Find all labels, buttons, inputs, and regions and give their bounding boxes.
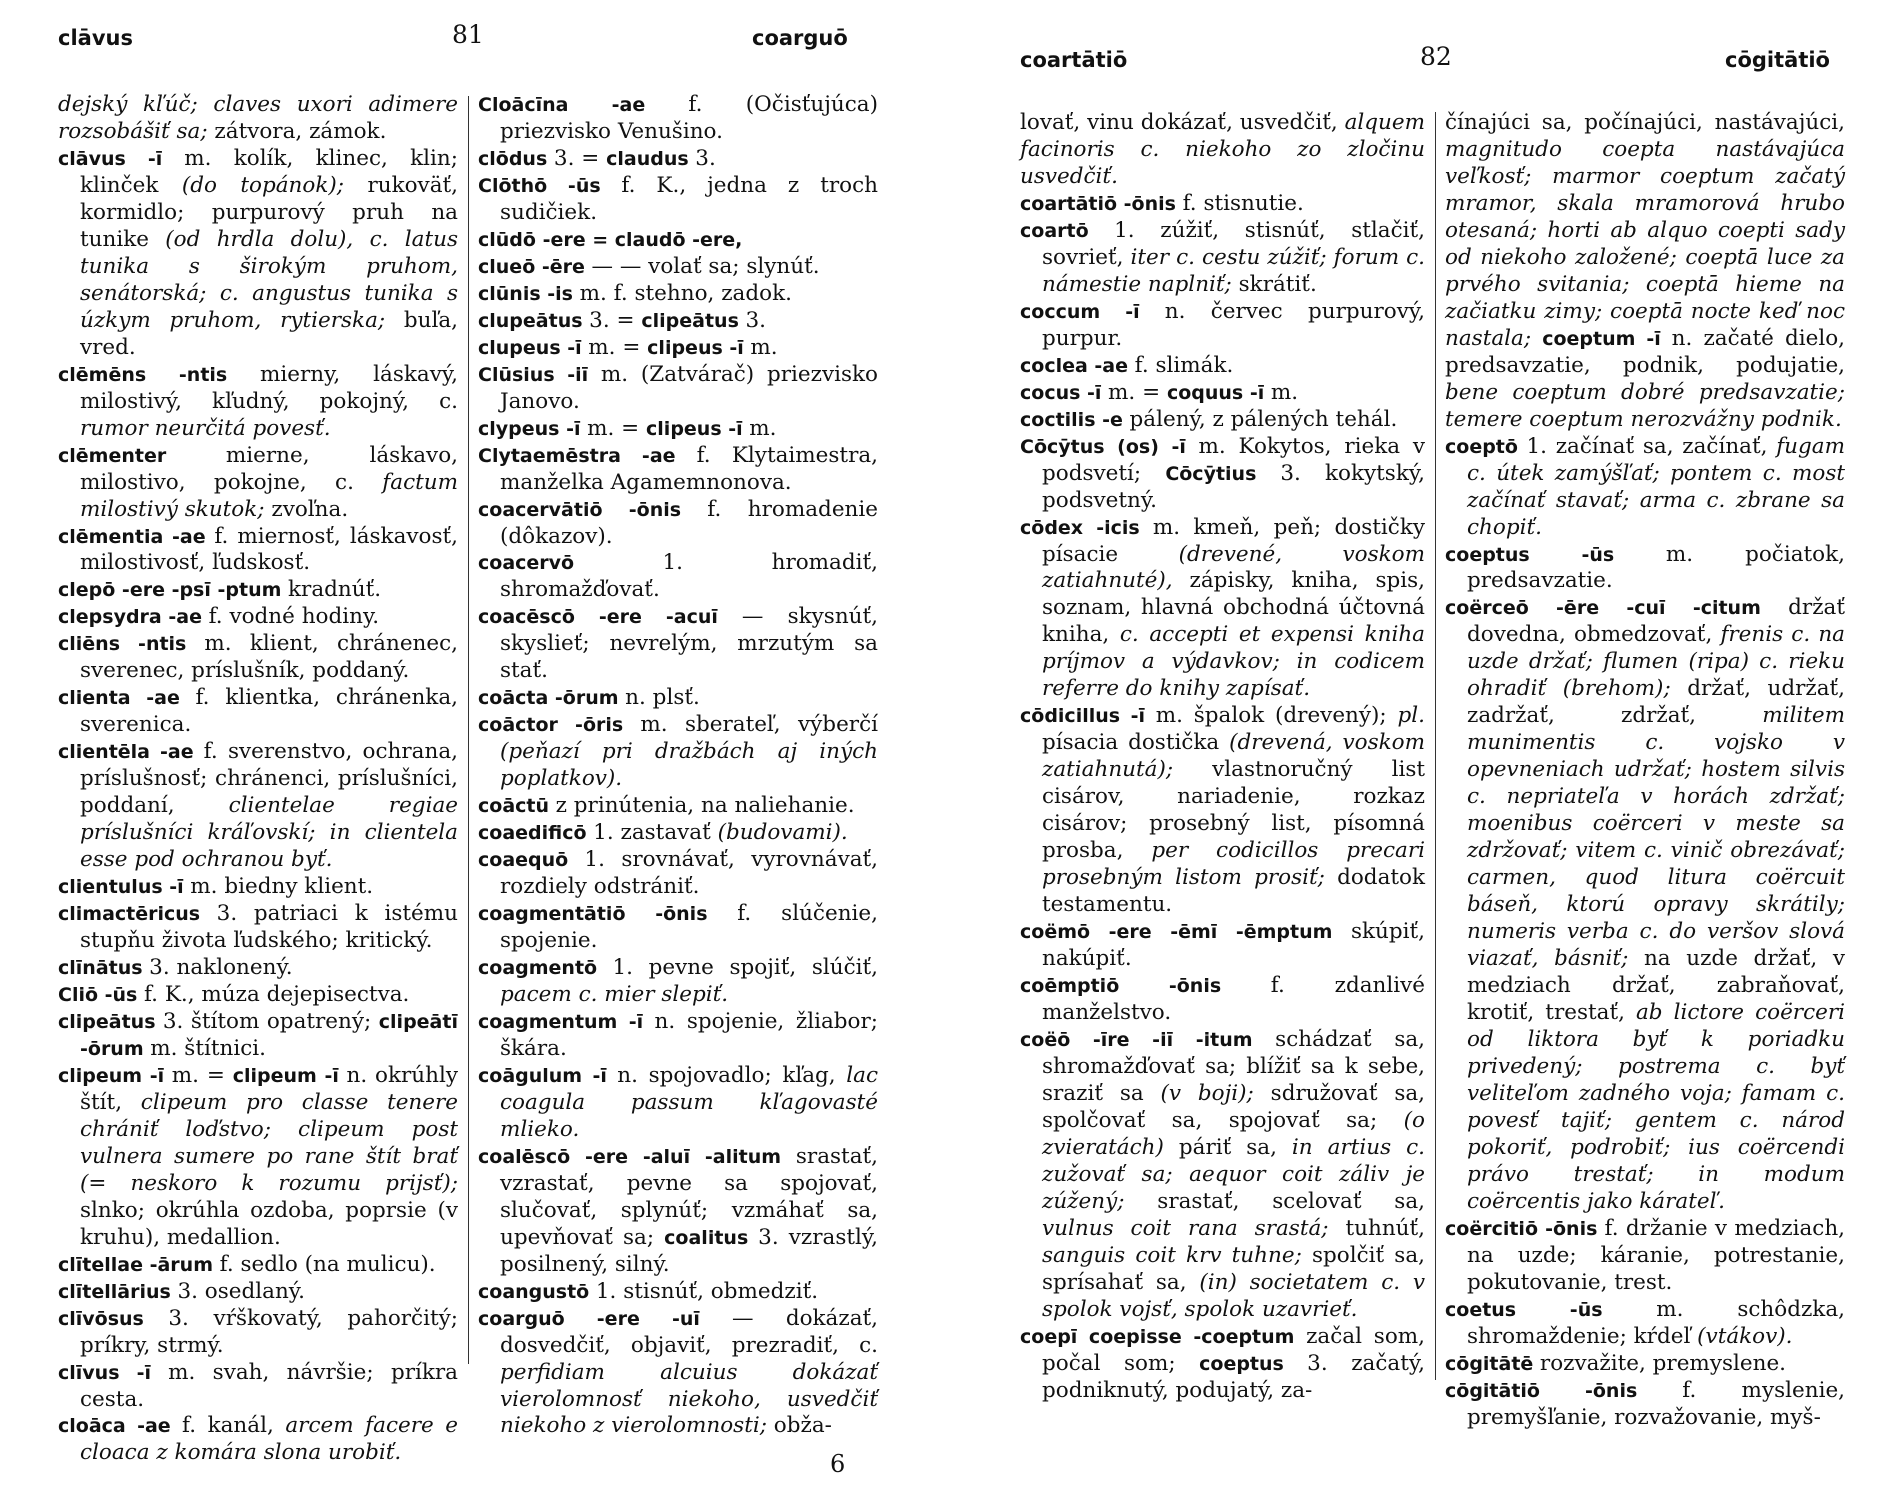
- entry-definition: f. slúčenie, spojenie.: [500, 901, 878, 954]
- entry-definition: držať dovedna, obmedzovať,: [1467, 595, 1845, 648]
- entry-definition: m. svah, návršie; príkra cesta.: [80, 1359, 458, 1412]
- entry-definition: čínajúci sa, počínajúci, nastávajúci,: [1445, 110, 1845, 135]
- entry-headword: climactēricus: [58, 903, 217, 926]
- entry-definition: m. Kokytos, rieka v podsvetí;: [1042, 433, 1425, 486]
- entry-definition: zápisky, kniha, spis, soznam, hlavná obchodná účtovná kniha,: [1042, 568, 1425, 648]
- entry-headword: coartātiō -ōnis: [1020, 192, 1183, 215]
- entry-definition: držať, udržať, zadržať, zdržať,: [1467, 676, 1845, 729]
- entry-headword: coepī coepisse -coeptum: [1020, 1325, 1307, 1348]
- dictionary-entry: [478, 281, 878, 308]
- entry-headword: clīnātus: [58, 957, 150, 979]
- dictionary-entry: [1020, 353, 1425, 380]
- dictionary-entry: [1020, 919, 1425, 973]
- entry-example: rumor neurčitá povesť.: [80, 415, 331, 441]
- entry-headword: coëmō -ere -ēmī -ēmptum: [1020, 921, 1351, 944]
- entry-headword: coacēscō -ere -acuī: [478, 606, 742, 629]
- entry-definition: 1. zastavať: [593, 820, 718, 846]
- entry-headword: coagmentātiō -ōnis: [478, 903, 738, 926]
- entry-definition: pálený, z pálených tehál.: [1129, 406, 1398, 432]
- dictionary-entry: [58, 901, 458, 955]
- dictionary-entry: [478, 1279, 878, 1306]
- dictionary-entry: [58, 1009, 458, 1063]
- dictionary-entry: [1020, 218, 1425, 299]
- dictionary-entry: [478, 1144, 878, 1279]
- dictionary-entry: [58, 1306, 458, 1360]
- dictionary-entry: [1445, 1297, 1845, 1351]
- entry-headword: claudus: [606, 147, 696, 170]
- entry-example: ab lictore coërceri od liktora byť k poriadku privedený; postrema c. byť veliteľom zadného voja; famam c. povesť tajiť; gentem c. národ pokoriť, podrobiť; ius coërcendi právo trestať; in modum coërcentis jako kárateľ.: [1467, 999, 1845, 1214]
- entry-definition: — dokázať, dosvedčiť, objaviť, prezradiť, c.: [500, 1305, 878, 1358]
- entry-example: factum milostivý skutok;: [80, 469, 458, 522]
- entry-definition: f. (Očisťujúca) priezvisko Venušino.: [500, 92, 878, 144]
- entry-definition: srastať, vzrastať, pevne sa spojovať, slučovať, splynúť; vzmáhať sa, upevňovať sa;: [500, 1143, 878, 1250]
- right-page-number: 82: [1420, 42, 1452, 71]
- entry-headword: Cloācīna -ae: [478, 94, 689, 116]
- entry-definition: m.: [750, 334, 778, 360]
- entry-example: c. accepti et expensi kniha príjmov a výdavkov; in codicem referre do knihy zapísať.: [1042, 622, 1425, 702]
- entry-headword: Clōthō -ūs: [478, 174, 622, 197]
- left-page-column-1: [58, 92, 458, 1467]
- entry-headword: clipeum -ī: [58, 1064, 172, 1087]
- entry-example: dejský kľúč; claves uxori adimere rozsobášiť sa;: [58, 92, 458, 144]
- entry-definition: f. myslenie, premyšľanie, rozvažovanie, myš-: [1467, 1377, 1846, 1430]
- entry-headword: clipeum -ī: [232, 1064, 347, 1087]
- entry-definition: schádzať sa, shromažďovať sa; blížiť sa k sebe, sraziť sa: [1042, 1026, 1425, 1106]
- entry-definition: 1. zúžiť, stisnúť, stlačiť, sovrieť,: [1042, 217, 1425, 270]
- dictionary-entry: [478, 254, 878, 281]
- entry-headword: coclea -ae: [1020, 354, 1135, 377]
- entry-definition: m.: [749, 415, 777, 441]
- entry-headword: clipeus -ī: [647, 336, 751, 359]
- dictionary-entry: [58, 739, 458, 874]
- dictionary-entry: [1445, 1216, 1845, 1297]
- entry-headword: clupeātus: [478, 309, 590, 332]
- dictionary-entry: [1445, 595, 1845, 1215]
- entry-definition: písacia dostička: [1042, 730, 1230, 756]
- entry-headword: coaequō: [478, 849, 585, 872]
- entry-definition: 1. hromadiť, shromažďovať.: [500, 550, 878, 603]
- entry-example: (v boji);: [1160, 1080, 1254, 1106]
- entry-definition: [1531, 326, 1542, 351]
- entry-definition: rukoväť, kormidlo; purpurový pruh na tunike: [80, 172, 458, 252]
- entry-headword: coagmentō: [478, 957, 613, 979]
- dictionary-entry: [478, 712, 878, 793]
- entry-definition: f. vodné hodiny.: [208, 604, 380, 630]
- entry-headword: clāvus -ī: [58, 147, 185, 170]
- entry-definition: 1. začínať sa, začínať,: [1526, 433, 1777, 459]
- entry-headword: clēmenter: [58, 444, 226, 467]
- entry-definition: mierne, láskavo, milostivo, pokojne, c.: [80, 442, 458, 495]
- entry-definition: obža-: [766, 1413, 832, 1439]
- dictionary-entry: [478, 173, 878, 227]
- entry-headword: clientēla -ae: [58, 741, 204, 764]
- dictionary-entry: [1020, 515, 1425, 704]
- entry-definition: f. sedlo (na mulicu).: [219, 1251, 436, 1277]
- entry-example: iter c. cestu zúžiť; forum c. námestie naplniť;: [1042, 244, 1425, 297]
- entry-headword: clepsydra -ae: [58, 606, 209, 629]
- entry-headword: coagmentum -ī: [478, 1010, 655, 1033]
- entry-definition: n. spojenie, žliabor; škára.: [500, 1008, 878, 1061]
- entry-definition: m. =: [587, 415, 647, 441]
- entry-definition: m. =: [1108, 379, 1167, 405]
- entry-definition: m. štítnici.: [150, 1035, 266, 1061]
- entry-headword: cōdex -icis: [1020, 516, 1153, 539]
- entry-definition: slnko; okrúhla ozdoba, poprsie (v kruhu), medallion.: [80, 1197, 458, 1250]
- dictionary-entry: [58, 146, 458, 362]
- entry-definition: 3.: [745, 307, 767, 333]
- dictionary-entry: [58, 362, 458, 443]
- entry-headword: coeptō: [1445, 435, 1527, 458]
- dictionary-entry: [1445, 434, 1845, 542]
- entry-example: (budovami).: [717, 820, 848, 846]
- entry-continuation: [58, 92, 458, 146]
- entry-definition: m. počiatok, predsavzatie.: [1467, 541, 1845, 594]
- entry-headword: clīvōsus: [58, 1307, 169, 1330]
- entry-definition: n. začaté dielo, predsavzatie, podnik, podujatie,: [1445, 325, 1845, 378]
- entry-definition: spolčiť sa, sprísahať sa,: [1042, 1242, 1425, 1295]
- entry-headword: clītellārius: [58, 1280, 178, 1303]
- entry-definition: 3.: [695, 145, 716, 171]
- entry-definition: f. klientka, chránenka, sverenica.: [80, 685, 458, 738]
- dictionary-entry: [1445, 542, 1845, 596]
- entry-definition: m. kmeň, peň; dostičky písacie: [1042, 514, 1425, 567]
- entry-definition: rozvažite, premyslene.: [1539, 1350, 1787, 1376]
- entry-headword: Clytaemēstra -ae: [478, 444, 697, 467]
- dictionary-entry: [478, 416, 878, 443]
- dictionary-entry: [478, 901, 878, 955]
- entry-definition: začal som, počal som;: [1042, 1323, 1425, 1376]
- entry-headword: cliēns -ntis: [58, 633, 205, 656]
- entry-headword: clueō -ēre: [478, 255, 592, 278]
- entry-example: per codicillos precari prosebným listom prosiť;: [1042, 838, 1425, 891]
- entry-headword: coacervō: [478, 552, 663, 575]
- entry-headword: Cōcӯtus (os) -ī: [1020, 435, 1199, 458]
- right-guide-word-first: coartātiō: [1020, 48, 1128, 72]
- dictionary-entry: [478, 1306, 878, 1441]
- entry-headword: cōdicillus -ī: [1020, 705, 1156, 728]
- dictionary-entry: [58, 955, 458, 982]
- dictionary-entry: [1020, 703, 1425, 919]
- entry-headword: cloāca -ae: [58, 1415, 182, 1438]
- entry-example: fugam c. útek zamýšľať; pontem c. most začínať stavať; arma c. zbrane sa chopiť.: [1467, 433, 1845, 540]
- dictionary-entry: [58, 1279, 458, 1306]
- dictionary-entry: [478, 443, 878, 497]
- dictionary-entry: [58, 443, 458, 524]
- entry-continuation: [1445, 110, 1845, 434]
- entry-headword: clipeātus: [58, 1010, 163, 1033]
- entry-headword: clepō -ere -psī -ptum: [58, 579, 289, 602]
- entry-headword: coāctū: [478, 795, 556, 818]
- entry-definition: 3. štítom opatrený;: [162, 1008, 379, 1034]
- entry-definition: 3. vŕškovatý, pahorčitý; príkry, strmý.: [80, 1305, 458, 1358]
- dictionary-entry: [58, 1252, 458, 1279]
- entry-continuation: [1020, 110, 1425, 191]
- entry-example: pacem c. mier slepiť.: [500, 981, 729, 1007]
- entry-headword: Cliō -ūs: [58, 983, 144, 1006]
- entry-headword: coācta -ōrum: [478, 687, 626, 710]
- dictionary-entry: [58, 685, 458, 739]
- entry-headword: coāgulum -ī: [478, 1064, 618, 1087]
- entry-headword: coeptus -ūs: [1445, 543, 1666, 566]
- entry-headword: coquus -ī: [1166, 381, 1271, 404]
- entry-definition: z prinútenia, na naliehanie.: [555, 793, 855, 819]
- dictionary-entry: [478, 1009, 878, 1063]
- entry-definition: 3. naklonený.: [149, 955, 293, 980]
- entry-headword: clūdō -ere = claudō -ere,: [478, 228, 743, 251]
- entry-definition: vlastnoručný list cisárov, nariadenie, rozkaz cisárov; prosebný list, písomná prosba,: [1042, 757, 1425, 864]
- entry-example: in artius c. zužovať sa; aequor coit záliv je zúžený;: [1042, 1134, 1425, 1214]
- dictionary-entry: [58, 631, 458, 685]
- entry-definition: páriť sa,: [1163, 1134, 1292, 1160]
- entry-definition: sdružovať sa, spolčovať sa, spojovať sa;: [1042, 1080, 1426, 1133]
- dictionary-entry: [1020, 434, 1425, 515]
- dictionary-entry: [478, 146, 878, 173]
- dictionary-entry: [478, 362, 878, 416]
- entry-headword: coangustō: [478, 1280, 596, 1303]
- entry-definition: f. Klytaimestra, manželka Agamemnonova.: [500, 442, 878, 495]
- entry-headword: coalitus: [664, 1226, 759, 1249]
- entry-definition: 3. kokytský, podsvetný.: [1042, 460, 1425, 513]
- entry-example: sanguis coit krv tuhne;: [1042, 1242, 1302, 1268]
- entry-headword: coeptum -ī: [1542, 327, 1672, 350]
- entry-definition: f. zdanlivé manželstvo.: [1042, 973, 1425, 1025]
- entry-headword: coartō: [1020, 219, 1115, 242]
- dictionary-entry: [478, 308, 878, 335]
- dictionary-entry: [1020, 380, 1425, 407]
- entry-definition: m. sberateľ, výberčí: [640, 712, 878, 738]
- entry-definition: m. špalok (drevený);: [1155, 703, 1398, 729]
- entry-headword: clientulus -ī: [58, 876, 191, 899]
- dictionary-entry: [478, 793, 878, 820]
- entry-definition: srastať, scelovať sa,: [1124, 1188, 1425, 1214]
- entry-definition: mierny, láskavý, milostivý, kľudný, pokojný, c.: [80, 361, 458, 414]
- entry-headword: coccum -ī: [1020, 300, 1165, 323]
- dictionary-entry: [1020, 407, 1425, 434]
- dictionary-entry: [478, 685, 878, 712]
- entry-definition: m. schôdzka, shromaždenie; kŕdeľ: [1467, 1296, 1845, 1349]
- entry-example: (od hrdla dolu), c. latus tunika s širokým pruhom, senátorská; c. angustus tunika s úzkym pruhom, rytierska;: [80, 226, 459, 333]
- dictionary-entry: [478, 92, 878, 146]
- left-page-number: 81: [452, 20, 484, 49]
- entry-definition: kradnúť.: [288, 577, 382, 603]
- entry-definition: f. kanál,: [182, 1413, 286, 1439]
- entry-headword: clypeus -ī: [478, 417, 588, 440]
- entry-example: (peňazí pri dražbách aj iných poplatkov).: [500, 739, 878, 792]
- dictionary-entry: [58, 524, 458, 578]
- entry-example: clipeum pro classe tenere chrániť loďstvo; clipeum post vulnera sumere po rane štít brať (= neskoro k rozumu prijsť);: [80, 1089, 458, 1196]
- entry-headword: coërcitiō -ōnis: [1445, 1217, 1605, 1240]
- dictionary-entry: [478, 335, 878, 362]
- entry-example: bene coeptum dobré predsavzatie; temere coeptum nerozvážny podnik.: [1445, 379, 1845, 432]
- entry-definition: f. stisnutie.: [1182, 190, 1304, 216]
- right-guide-word-last: cōgitātiō: [1725, 48, 1830, 72]
- right-page-column-2: [1445, 110, 1845, 1431]
- entry-example: vulnus coit rana srastá;: [1042, 1215, 1329, 1241]
- dictionary-entry: [1020, 191, 1425, 218]
- entry-headword: clītellae -ārum: [58, 1253, 220, 1276]
- entry-example: arcem facere e cloaca z komára slona urobiť.: [80, 1413, 458, 1466]
- entry-example: (do topánok);: [181, 172, 345, 198]
- entry-definition: 3. vzrastlý, posilnený, silný.: [500, 1224, 878, 1277]
- dictionary-entry: [58, 577, 458, 604]
- entry-example: (vtákov).: [1697, 1323, 1793, 1349]
- entry-definition: f. miernosť, láskavosť, milostivosť, ľudskosť.: [80, 523, 458, 576]
- entry-definition: m.: [1270, 379, 1299, 405]
- entry-headword: clūnis -is: [478, 282, 580, 305]
- dictionary-entry: [1020, 1324, 1425, 1405]
- entry-headword: clienta -ae: [58, 687, 196, 710]
- dictionary-entry: [478, 820, 878, 847]
- entry-headword: coalēscō -ere -aluī -alitum: [478, 1145, 796, 1168]
- entry-definition: 3. začatý, podniknutý, podujatý, za-: [1042, 1350, 1425, 1403]
- entry-headword: coēmptiō -ōnis: [1020, 975, 1271, 997]
- entry-definition: 3. osedlaný.: [177, 1278, 305, 1304]
- entry-definition: 3. patriaci k istému stupňu života ľudského; kritický.: [80, 901, 458, 954]
- dictionary-entry: [478, 955, 878, 1009]
- entry-headword: coacervātiō -ōnis: [478, 498, 708, 521]
- entry-headword: cocus -ī: [1020, 381, 1109, 404]
- entry-definition: f. hromadenie (dôkazov).: [500, 496, 878, 549]
- dictionary-entry: [58, 1413, 458, 1467]
- dictionary-entry: [1020, 1027, 1425, 1324]
- entry-headword: cōgitātē: [1445, 1352, 1540, 1375]
- entry-definition: 3. =: [589, 307, 642, 333]
- entry-example: (o zvieratách): [1042, 1107, 1425, 1160]
- entry-definition: na uzde držať, v medziach držať, zabraňovať, krotiť, trestať,: [1467, 946, 1845, 1025]
- left-guide-word-first: clāvus: [58, 26, 133, 50]
- entry-definition: f. K., múza dejepisectva.: [143, 981, 410, 1007]
- entry-example: lac coagula passum kľagovasté mlieko.: [500, 1062, 878, 1142]
- entry-definition: m. =: [171, 1062, 233, 1088]
- entry-headword: clōdus: [478, 147, 554, 170]
- entry-definition: — skysnúť, skyslieť; nevrelým, mrzutým sa stať.: [500, 604, 878, 684]
- entry-definition: m. biedny klient.: [190, 874, 374, 900]
- entry-definition: skúpiť, nakúpiť.: [1042, 919, 1425, 972]
- entry-definition: 1. stisnúť, obmedziť.: [595, 1278, 819, 1304]
- left-guide-word-last: coarguō: [752, 26, 848, 50]
- entry-definition: lovať, vinu dokázať, usvedčiť,: [1020, 110, 1345, 135]
- entry-definition: f. držanie v medziach, na uzde; káranie, potrestanie, pokutovanie, trest.: [1467, 1215, 1846, 1295]
- entry-example: frenis c. na uzde držať; flumen (ripa) c. rieku ohradiť (brehom);: [1467, 622, 1845, 702]
- entry-definition: m. klient, chránenec, sverenec, príslušník, poddaný.: [80, 631, 458, 684]
- entry-example: pl.: [1397, 703, 1425, 729]
- entry-headword: coaedificō: [478, 822, 594, 845]
- entry-definition: n. červec purpurový, purpur.: [1042, 298, 1425, 351]
- entry-example: magnitudo coepta nastávajúca veľkosť; marmor coeptum začatý mramor, skala mramorová hrubo otesaná; horti ab alquo coepti sady od niekoho založené; coeptā luce za prvého svitania; coeptā hieme na začiatku zimy; coeptā nocte keď noc nastala;: [1445, 136, 1845, 351]
- entry-definition: 3. =: [553, 145, 607, 171]
- left-page: [0, 0, 900, 1500]
- entry-headword: coarguō -ere -uī: [478, 1307, 732, 1330]
- entry-example: alquem facinoris c. niekoho zo zločinu usvedčiť.: [1020, 110, 1425, 189]
- entry-example: (drevené, voskom zatiahnuté),: [1042, 541, 1425, 594]
- entry-headword: clēmentia -ae: [58, 525, 215, 548]
- entry-example: clientelae regiae príslušníci kráľovskí; in clientela esse pod ochranou byť.: [80, 793, 458, 873]
- left-page-column-2: [478, 92, 878, 1440]
- right-page: [1000, 0, 1888, 1500]
- entry-headword: coctilis -e: [1020, 408, 1130, 431]
- entry-headword: Clūsius -iī: [478, 363, 601, 386]
- entry-headword: coetus -ūs: [1445, 1298, 1657, 1321]
- dictionary-entry: [478, 604, 878, 685]
- entry-definition: m. f. stehno, zadok.: [579, 280, 792, 306]
- entry-definition: — — volať sa; slynúť.: [591, 253, 820, 279]
- entry-definition: f. K., jedna z troch sudičiek.: [500, 172, 878, 225]
- dictionary-entry: [478, 227, 878, 254]
- entry-definition: n. plsť.: [625, 685, 700, 711]
- entry-definition: zátvora, zámok.: [207, 118, 387, 144]
- entry-definition: 1. srovnávať, vyrovnávať, rozdiely odstrániť.: [500, 847, 879, 900]
- dictionary-entry: [58, 604, 458, 631]
- entry-definition: buľa, vred.: [80, 307, 458, 360]
- entry-definition: skrátiť.: [1231, 271, 1317, 297]
- entry-example: (drevená, voskom zatiahnutá);: [1042, 730, 1426, 783]
- signature-mark: 6: [830, 1450, 846, 1478]
- entry-headword: coëō -īre -iī -itum: [1020, 1028, 1276, 1051]
- entry-definition: dodatok testamentu.: [1042, 865, 1425, 918]
- entry-example: militem munimentis c. vojsko v opevneniach udržať; hostem silvis c. nepriateľa v horách zdržať; moenibus coërceri v meste sa zdržovať; vitem c. vinič obrezávať; carmen, quod litura coërcuit báseň, ktorú opravy skrátily; numeris verba c. do veršov slová viazať, básniť;: [1467, 703, 1845, 972]
- entry-definition: m. =: [588, 334, 648, 360]
- dictionary-entry: [1020, 973, 1425, 1027]
- dictionary-entry: [478, 550, 878, 604]
- right-page-column-1: [1020, 110, 1425, 1405]
- entry-definition: zvoľna.: [264, 496, 349, 522]
- entry-definition: 1. pevne spojiť, slúčiť,: [612, 955, 879, 980]
- entry-headword: Cōcӯtius: [1165, 462, 1281, 485]
- entry-headword: coeptus: [1199, 1352, 1308, 1375]
- dictionary-entry: [478, 1063, 878, 1144]
- dictionary-entry: [58, 1063, 458, 1252]
- entry-definition: n. spojovadlo; kľag,: [617, 1062, 847, 1088]
- entry-headword: clīvus -ī: [58, 1361, 169, 1384]
- right-page-column-rule: [1435, 112, 1436, 1380]
- entry-definition: f. sverenstvo, ochrana, príslušnosť; chránenci, príslušníci, poddaní,: [80, 739, 458, 819]
- entry-definition: f. slimák.: [1134, 352, 1234, 378]
- entry-definition: tuhnúť,: [1328, 1215, 1425, 1241]
- dictionary-entry: [58, 982, 458, 1009]
- left-page-column-rule: [468, 96, 469, 1364]
- entry-headword: coërceō -ēre -cuī -citum: [1445, 597, 1789, 620]
- dictionary-entry: [58, 1360, 458, 1414]
- dictionary-entry: [478, 497, 878, 551]
- dictionary-entry: [1020, 299, 1425, 353]
- entry-headword: clipeātī -ōrum: [80, 1010, 458, 1060]
- entry-headword: cōgitātiō -ōnis: [1445, 1379, 1683, 1402]
- dictionary-entry: [58, 874, 458, 901]
- entry-headword: clēmēns -ntis: [58, 363, 260, 386]
- dictionary-entry: [1445, 1378, 1845, 1432]
- entry-headword: clipeus -ī: [646, 417, 750, 440]
- dictionary-entry: [478, 847, 878, 901]
- entry-headword: clipeātus: [641, 309, 746, 332]
- entry-example: perfidiam alcuius dokázať vierolomnosť niekoho, usvedčiť niekoho z vierolomnosti;: [500, 1359, 878, 1439]
- entry-definition: n. okrúhly štít,: [80, 1062, 459, 1115]
- entry-headword: coāctor -ōris: [478, 714, 641, 737]
- entry-example: (in) societatem c. v spolok vojsť, spolok uzavrieť.: [1042, 1269, 1425, 1322]
- entry-definition: m. (Zatvárač) priezvisko Janovo.: [500, 361, 878, 414]
- dictionary-entry: [1445, 1351, 1845, 1378]
- entry-definition: m. kolík, klinec, klin; klinček: [80, 145, 458, 198]
- entry-headword: clupeus -ī: [478, 336, 589, 359]
